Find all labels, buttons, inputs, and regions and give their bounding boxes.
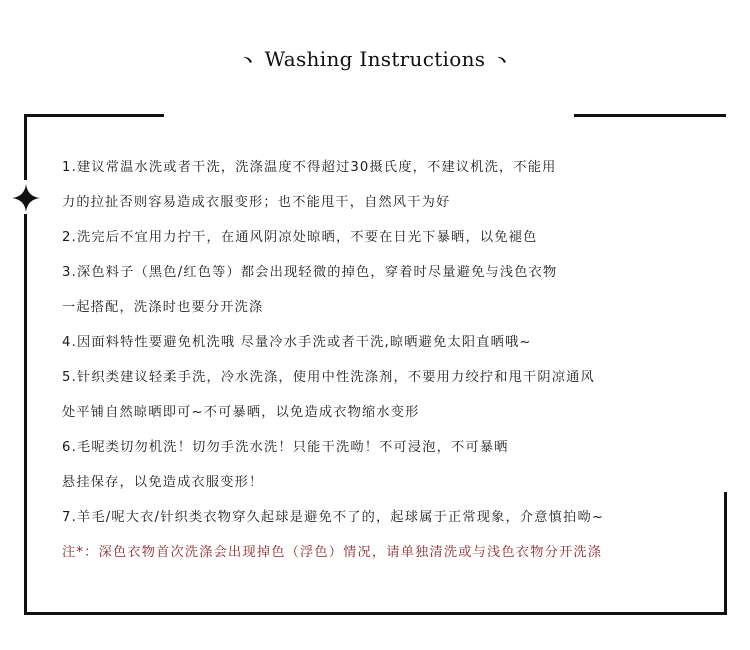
instruction-line: 处平铺自然晾晒即可~不可暴晒，以免造成衣物缩水变形 xyxy=(62,405,420,420)
instruction-line: 5.针织类建议轻柔手洗，冷水洗涤，使用中性洗涤剂，不要用力绞拧和甩干阴凉通风 xyxy=(62,370,595,385)
care-note: 注*：深色衣物首次洗涤会出现掉色（浮色）情况，请单独清洗或与浅色衣物分开洗涤 xyxy=(62,545,603,560)
sparkle-icon xyxy=(12,184,40,212)
instruction-line: 7.羊毛/呢大衣/针织类衣物穿久起球是避免不了的，起球属于正常现象，介意慎拍呦~ xyxy=(62,510,605,525)
frame-left-upper xyxy=(24,114,27,180)
instruction-line: 6.毛呢类切勿机洗！切勿手洗水洗！只能干洗呦！不可浸泡，不可暴晒 xyxy=(62,440,509,455)
instruction-line: 2.洗完后不宜用力拧干，在通风阴凉处晾晒，不要在日光下暴晒，以免褪色 xyxy=(62,230,538,245)
frame-top-right xyxy=(574,114,726,117)
flourish-left-icon xyxy=(241,52,255,66)
flourish-right-icon xyxy=(495,52,509,66)
instructions-list xyxy=(62,153,732,573)
instruction-line: 1.建议常温水洗或者干洗，洗涤温度不得超过30摄氏度，不建议机洗，不能用 xyxy=(62,160,557,175)
instruction-line: 悬挂保存，以免造成衣服变形！ xyxy=(62,475,264,490)
instruction-line: 力的拉扯否则容易造成衣服变形；也不能甩干，自然风干为好 xyxy=(62,195,451,210)
frame-top-left xyxy=(24,114,164,117)
instruction-line: 4.因面料特性要避免机洗哦 尽量冷水手洗或者干洗,晾晒避免太阳直晒哦~ xyxy=(62,335,532,350)
instruction-line: 3.深色料子（黑色/红色等）都会出现轻微的掉色，穿着时尽量避免与浅色衣物 xyxy=(62,265,558,280)
page-header xyxy=(0,44,750,74)
instruction-line: 一起搭配，洗涤时也要分开洗涤 xyxy=(62,300,264,315)
frame-left-lower xyxy=(24,214,27,614)
page-title: Washing Instructions xyxy=(264,47,486,71)
frame-bottom xyxy=(24,612,727,615)
